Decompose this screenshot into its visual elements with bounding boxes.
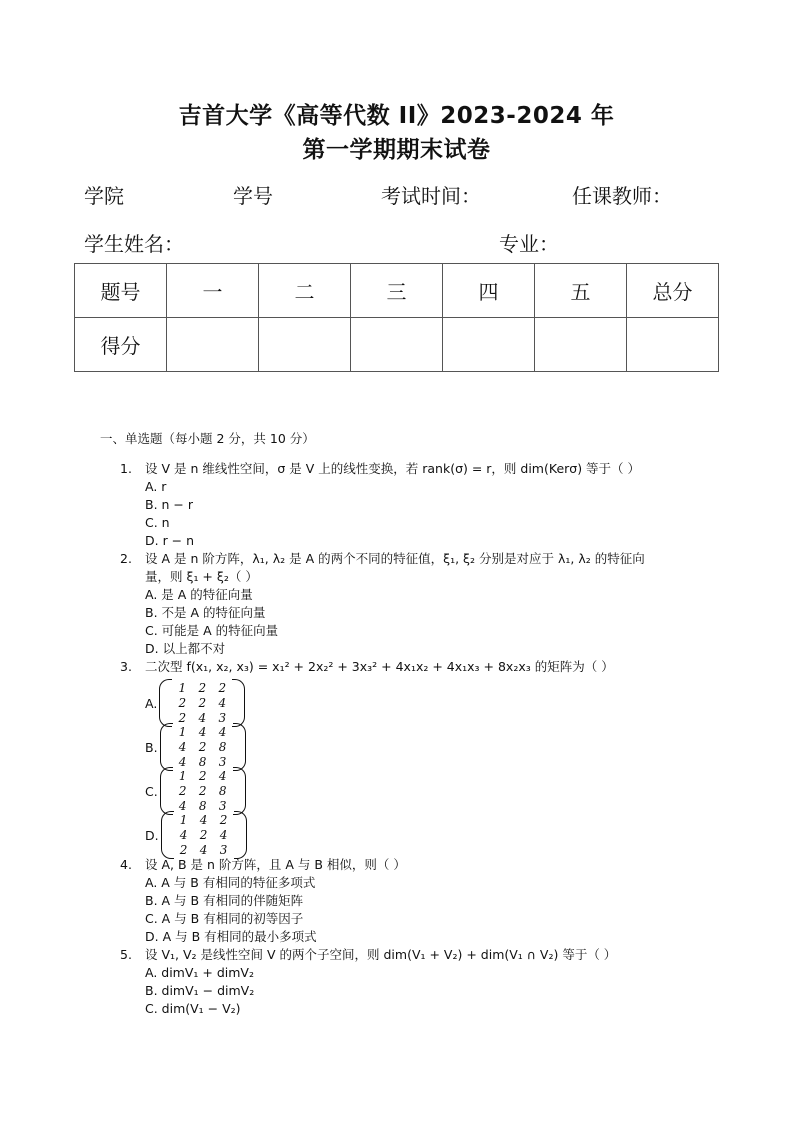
option: A. 是 A 的特征向量: [145, 587, 253, 602]
table-cell: 二: [259, 264, 351, 318]
matrix-entry: 4: [198, 724, 207, 739]
matrix-entry: 4: [179, 827, 188, 842]
question-text: 设 A 是 n 阶方阵，λ₁, λ₂ 是 A 的两个不同的特征值，ξ₁, ξ₂ 分别是对应于 λ₁, λ₂ 的特征向: [145, 551, 645, 566]
matrix-entry: 4: [198, 710, 207, 725]
score-cell[interactable]: [259, 318, 351, 372]
option: C. A 与 B 有相同的初等因子: [145, 911, 304, 926]
matrix-entry: 8: [198, 798, 207, 813]
question-number: 1.: [120, 461, 132, 476]
matrix-option: [145, 679, 245, 727]
option: D. 以上都不对: [145, 641, 226, 656]
matrix-entry: 1: [178, 680, 187, 695]
right-paren: [233, 723, 246, 771]
score-cell[interactable]: [627, 318, 719, 372]
score-cell[interactable]: [443, 318, 535, 372]
right-paren: [233, 767, 246, 815]
question-text: 二次型 f(x₁, x₂, x₃) = x₁² + 2x₂² + 3x₃² + 4x₁x₂ + 4x₁x₃ + 8x₂x₃ 的矩阵为（ ）: [145, 659, 614, 674]
question-text: 量，则 ξ₁ + ξ₂（ ）: [145, 569, 258, 584]
matrix-entry: 4: [178, 739, 187, 754]
score-cell[interactable]: [351, 318, 443, 372]
question-number: 5.: [120, 947, 132, 962]
field-exam-time: 考试时间：: [381, 184, 481, 208]
matrix-entry: 2: [198, 783, 207, 798]
question-text: 设 V₁, V₂ 是线性空间 V 的两个子空间，则 dim(V₁ + V₂) + dim(V₁ ∩ V₂) 等于（ ）: [145, 947, 617, 962]
option: A. A 与 B 有相同的特征多项式: [145, 875, 316, 890]
matrix-entry: 3: [218, 710, 227, 725]
field-student-id: 学号: [233, 184, 273, 208]
option: D. r − n: [145, 533, 195, 548]
matrix-entry: 3: [219, 842, 228, 857]
matrix-entry: 4: [199, 842, 208, 857]
option-label: D.: [145, 827, 159, 843]
option-label: C.: [145, 783, 158, 799]
field-student-name: 学生姓名：: [84, 232, 184, 256]
matrix-entry: 2: [198, 739, 207, 754]
option-label: B.: [145, 739, 158, 755]
question-number: 4.: [120, 857, 132, 872]
matrix-entry: 8: [218, 739, 227, 754]
option: B. 不是 A 的特征向量: [145, 605, 266, 620]
option: B. dimV₁ − dimV₂: [145, 983, 255, 998]
matrix-entry: 2: [198, 680, 207, 695]
question-number: 3.: [120, 659, 132, 674]
matrix-entry: 2: [178, 710, 187, 725]
matrix-entry: 8: [218, 783, 227, 798]
field-major: 专业：: [499, 232, 559, 256]
matrix: [174, 813, 234, 858]
option: A. r: [145, 479, 167, 494]
right-paren: [234, 811, 247, 859]
table-cell: 题号: [75, 264, 167, 318]
table-cell: 四: [443, 264, 535, 318]
right-paren: [232, 679, 245, 727]
field-college: 学院: [84, 184, 124, 208]
table-cell: 五: [535, 264, 627, 318]
question-number: 2.: [120, 551, 132, 566]
option: B. n − r: [145, 497, 194, 512]
matrix-entry: 2: [199, 827, 208, 842]
matrix: [173, 725, 233, 770]
matrix-entry: 2: [179, 842, 188, 857]
question-text: 设 V 是 n 维线性空间，σ 是 V 上的线性变换，若 rank(σ) = r，则 dim(Kerσ) 等于（ ）: [145, 461, 641, 476]
matrix-entry: 2: [198, 768, 207, 783]
left-paren: [160, 767, 173, 815]
table-cell: 三: [351, 264, 443, 318]
option: D. A 与 B 有相同的最小多项式: [145, 929, 317, 944]
score-cell[interactable]: [167, 318, 259, 372]
table-header-row: [75, 264, 719, 318]
question-text: 设 A, B 是 n 阶方阵，且 A 与 B 相似，则（ ）: [145, 857, 406, 872]
matrix-entry: 3: [218, 754, 227, 769]
left-paren: [161, 811, 174, 859]
matrix-entry: 2: [178, 783, 187, 798]
option: A. dimV₁ + dimV₂: [145, 965, 254, 980]
left-paren: [160, 723, 173, 771]
matrix-entry: 4: [178, 798, 187, 813]
table-cell: 得分: [75, 318, 167, 372]
field-teacher: 任课教师：: [572, 184, 672, 208]
matrix-entry: 2: [198, 695, 207, 710]
exam-subtitle: 第一学期期末试卷: [302, 137, 491, 163]
matrix: [172, 681, 232, 726]
table-cell: 一: [167, 264, 259, 318]
table-score-row: [75, 318, 719, 372]
matrix-option: [145, 767, 246, 815]
matrix-entry: 4: [219, 827, 228, 842]
option: C. 可能是 A 的特征向量: [145, 623, 279, 638]
matrix-entry: 4: [218, 768, 227, 783]
matrix-entry: 1: [178, 724, 187, 739]
option: B. A 与 B 有相同的伴随矩阵: [145, 893, 304, 908]
matrix-entry: 8: [198, 754, 207, 769]
matrix-option: [145, 811, 247, 859]
option: C. dim(V₁ − V₂): [145, 1001, 241, 1016]
option-label: A.: [145, 695, 158, 711]
matrix-entry: 4: [218, 724, 227, 739]
score-table: [74, 263, 719, 372]
left-paren: [159, 679, 172, 727]
matrix-entry: 4: [218, 695, 227, 710]
option: C. n: [145, 515, 170, 530]
matrix-entry: 2: [218, 680, 227, 695]
matrix-entry: 3: [218, 798, 227, 813]
matrix-entry: 1: [179, 812, 188, 827]
table-cell: 总分: [627, 264, 719, 318]
matrix-entry: 1: [178, 768, 187, 783]
matrix-entry: 4: [199, 812, 208, 827]
matrix-entry: 4: [178, 754, 187, 769]
matrix-entry: 2: [178, 695, 187, 710]
matrix-entry: 2: [219, 812, 228, 827]
section-title: 一、单选题（每小题 2 分，共 10 分）: [100, 431, 315, 446]
exam-title: 吉首大学《高等代数 II》2023-2024 年: [178, 103, 615, 129]
matrix: [173, 769, 233, 814]
score-cell[interactable]: [535, 318, 627, 372]
matrix-option: [145, 723, 246, 771]
